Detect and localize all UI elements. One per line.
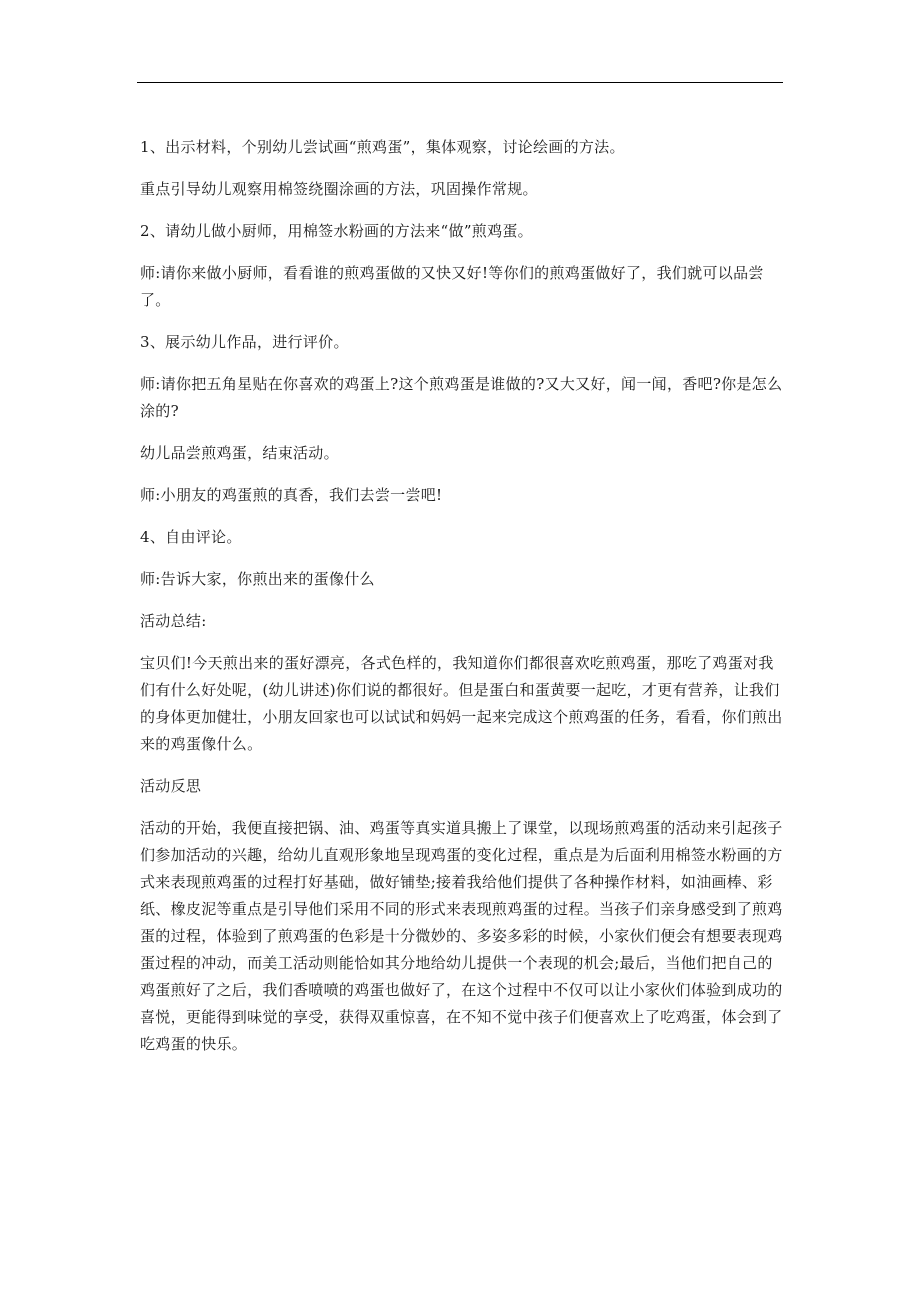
paragraph-summary: 宝贝们!今天煎出来的蛋好漂亮，各式色样的，我知道你们都很喜欢吃煎鸡蛋，那吃了鸡蛋对我们有什么好处呢，(幼儿讲述)你们说的都很好。但是蛋白和蛋黄要一起吃，才更有营养，让我们的身体更加健壮，小朋友回家也可以试试和妈妈一起来完成这个煎鸡蛋的任务，看看，你们煎出来的鸡蛋像什么。	[140, 654, 783, 753]
section-heading-summary: 活动总结:	[140, 612, 207, 630]
paragraph-teacher-3: 师:小朋友的鸡蛋煎的真香，我们去尝一尝吧!	[140, 486, 443, 504]
paragraph-teacher-1: 师:请你来做小厨师，看看谁的煎鸡蛋做的又快又好!等你们的煎鸡蛋做好了，我们就可以品尝了。	[140, 264, 764, 309]
paragraph-reflection: 活动的开始，我便直接把锅、油、鸡蛋等真实道具搬上了课堂，以现场煎鸡蛋的活动来引起孩子们参加活动的兴趣，给幼儿直观形象地呈现鸡蛋的变化过程，重点是为后面利用棉签水粉画的方式来表现煎鸡蛋的过程打好基础，做好铺垫;接着我给他们提供了各种操作材料，如油画棒、彩纸、橡皮泥等重点是引导他们采用不同的形式来表现煎鸡蛋的过程。当孩子们亲身感受到了煎鸡蛋的过程，体验到了煎鸡蛋的色彩是十分微妙的、多姿多彩的时候，小家伙们便会有想要表现鸡蛋过程的冲动，而美工活动则能恰如其分地给幼儿提供一个表现的机会;最后，当他们把自己的鸡蛋煎好了之后，我们香喷喷的鸡蛋也做好了，在这个过程中不仅可以让小家伙们体验到成功的喜悦，更能得到味觉的享受，获得双重惊喜，在不知不觉中孩子们便喜欢上了吃鸡蛋，体会到了吃鸡蛋的快乐。	[140, 819, 783, 1053]
paragraph-step-1: 1、出示材料，个别幼儿尝试画“煎鸡蛋”，集体观察，讨论绘画的方法。	[140, 138, 625, 156]
header-rule	[137, 82, 783, 83]
paragraph-guidance: 重点引导幼儿观察用棉签绕圈涂画的方法，巩固操作常规。	[140, 180, 538, 198]
paragraph-step-2: 2、请幼儿做小厨师，用棉签水粉画的方法来“做”煎鸡蛋。	[140, 222, 533, 240]
document-body	[140, 134, 785, 1058]
paragraph-step-3: 3、展示幼儿作品，进行评价。	[140, 333, 349, 351]
section-heading-reflection: 活动反思	[140, 777, 202, 795]
paragraph-teacher-2: 师:请你把五角星贴在你喜欢的鸡蛋上?这个煎鸡蛋是谁做的?又大又好，闻一闻，香吧?你是怎么涂的?	[140, 375, 783, 420]
paragraph-step-4: 4、自由评论。	[140, 528, 242, 546]
paragraph-tasting: 幼儿品尝煎鸡蛋，结束活动。	[140, 444, 339, 462]
paragraph-teacher-4: 师:告诉大家，你煎出来的蛋像什么	[140, 570, 375, 588]
